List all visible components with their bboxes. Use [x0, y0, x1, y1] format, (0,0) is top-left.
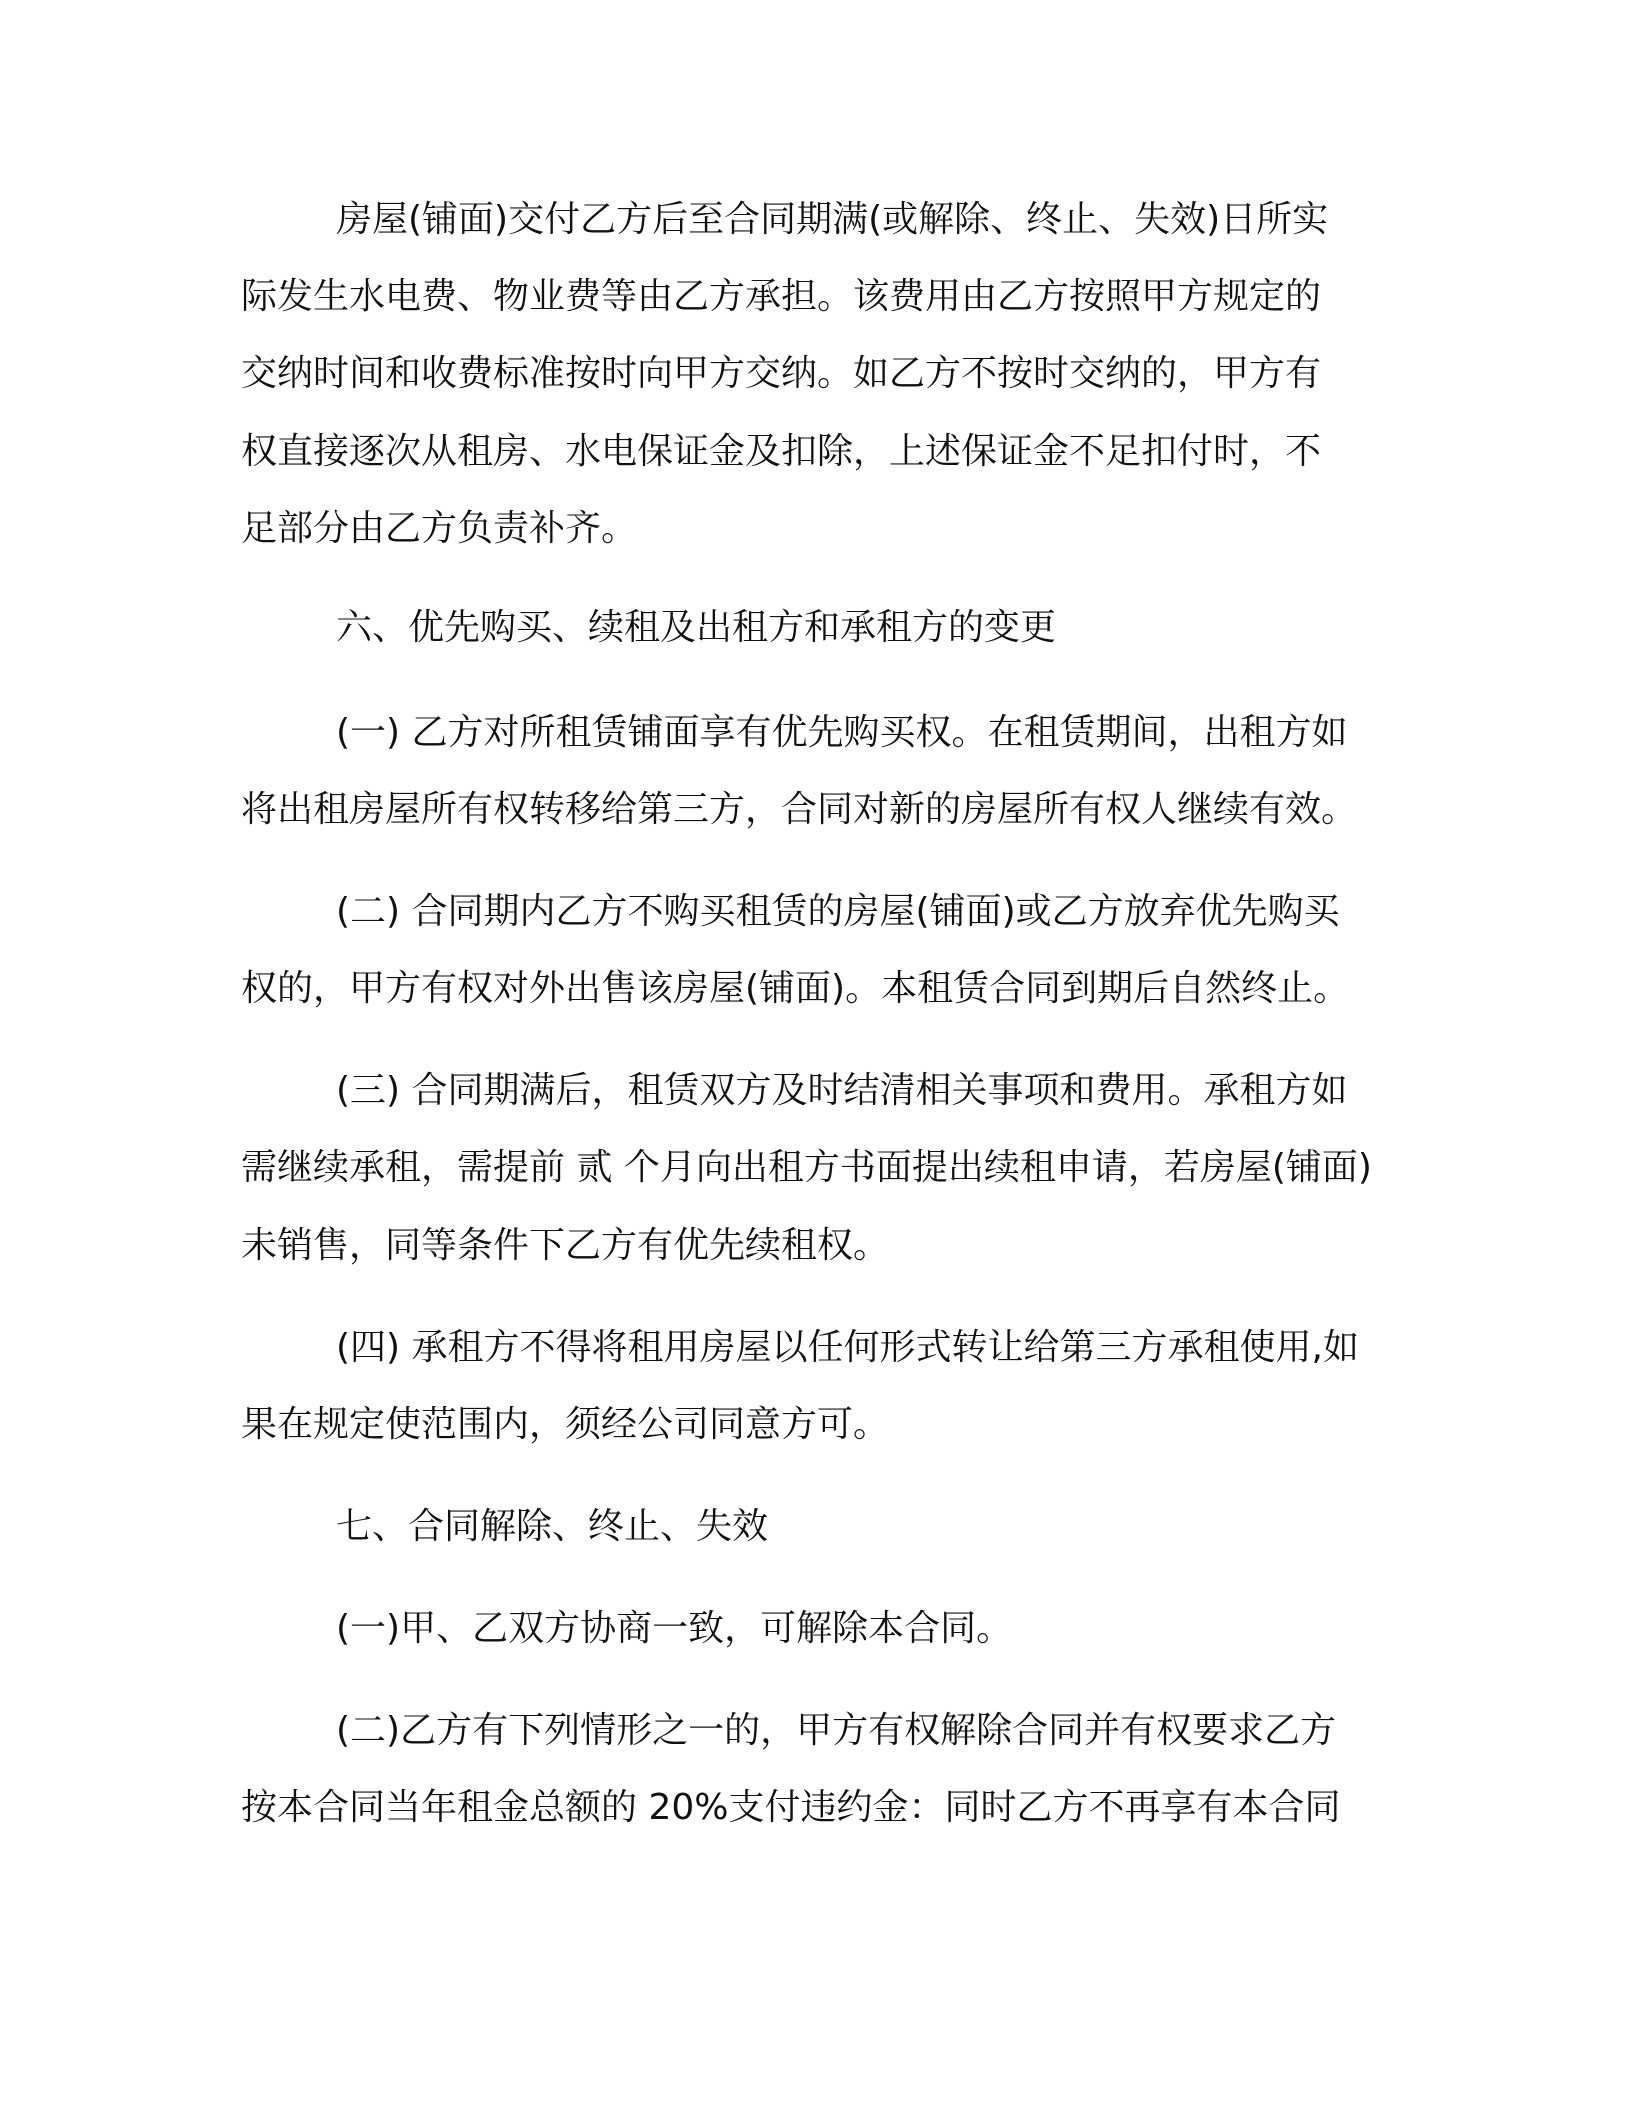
- paragraph-1-line-1: 房屋(铺面)交付乙方后至合同期满(或解除、终止、失效)日所实: [336, 199, 1329, 240]
- clause-6-2-line-1: (二) 合同期内乙方不购买租赁的房屋(铺面)或乙方放弃优先购买: [336, 891, 1340, 932]
- clause-6-4-line-1: (四) 承租方不得将租用房屋以任何形式转让给第三方承租使用,如: [336, 1327, 1359, 1368]
- clause-6-1-line-1: (一) 乙方对所租赁铺面享有优先购买权。在租赁期间，出租方如: [336, 712, 1348, 753]
- clause-6-3-line-3: 未销售，同等条件下乙方有优先续租权。: [241, 1225, 890, 1266]
- clause-6-3-line-1: (三) 合同期满后，租赁双方及时结清相关事项和费用。承租方如: [336, 1070, 1348, 1111]
- paragraph-1-line-5: 足部分由乙方负责补齐。: [241, 508, 638, 549]
- clause-7-2-line-1: (二)乙方有下列情形之一的，甲方有权解除合同并有权要求乙方: [336, 1710, 1337, 1751]
- clause-6-4-line-2: 果在规定使范围内，须经公司同意方可。: [241, 1404, 890, 1445]
- clause-6-3-line-2: 需继续承租，需提前 贰 个月向出租方书面提出续租申请，若房屋(铺面): [241, 1147, 1372, 1188]
- clause-6-2-line-2: 权的，甲方有权对外出售该房屋(铺面)。本租赁合同到期后自然终止。: [241, 968, 1350, 1009]
- clause-7-2-line-2: 按本合同当年租金总额的 20%支付违约金：同时乙方不再享有本合同: [241, 1787, 1341, 1828]
- paragraph-1-line-3: 交纳时间和收费标准按时向甲方交纳。如乙方不按时交纳的，甲方有: [241, 353, 1322, 394]
- clause-6-1-line-2: 将出租房屋所有权转移给第三方，合同对新的房屋所有权人继续有效。: [241, 789, 1358, 830]
- paragraph-1-line-4: 权直接逐次从租房、水电保证金及扣除，上述保证金不足扣付时，不: [241, 431, 1322, 472]
- section-7-heading: 七、合同解除、终止、失效: [336, 1506, 769, 1547]
- clause-7-1-line-1: (一)甲、乙双方协商一致，可解除本合同。: [336, 1608, 1013, 1649]
- section-6-heading: 六、优先购买、续租及出租方和承租方的变更: [336, 607, 1057, 648]
- paragraph-1-line-2: 际发生水电费、物业费等由乙方承担。该费用由乙方按照甲方规定的: [241, 276, 1322, 317]
